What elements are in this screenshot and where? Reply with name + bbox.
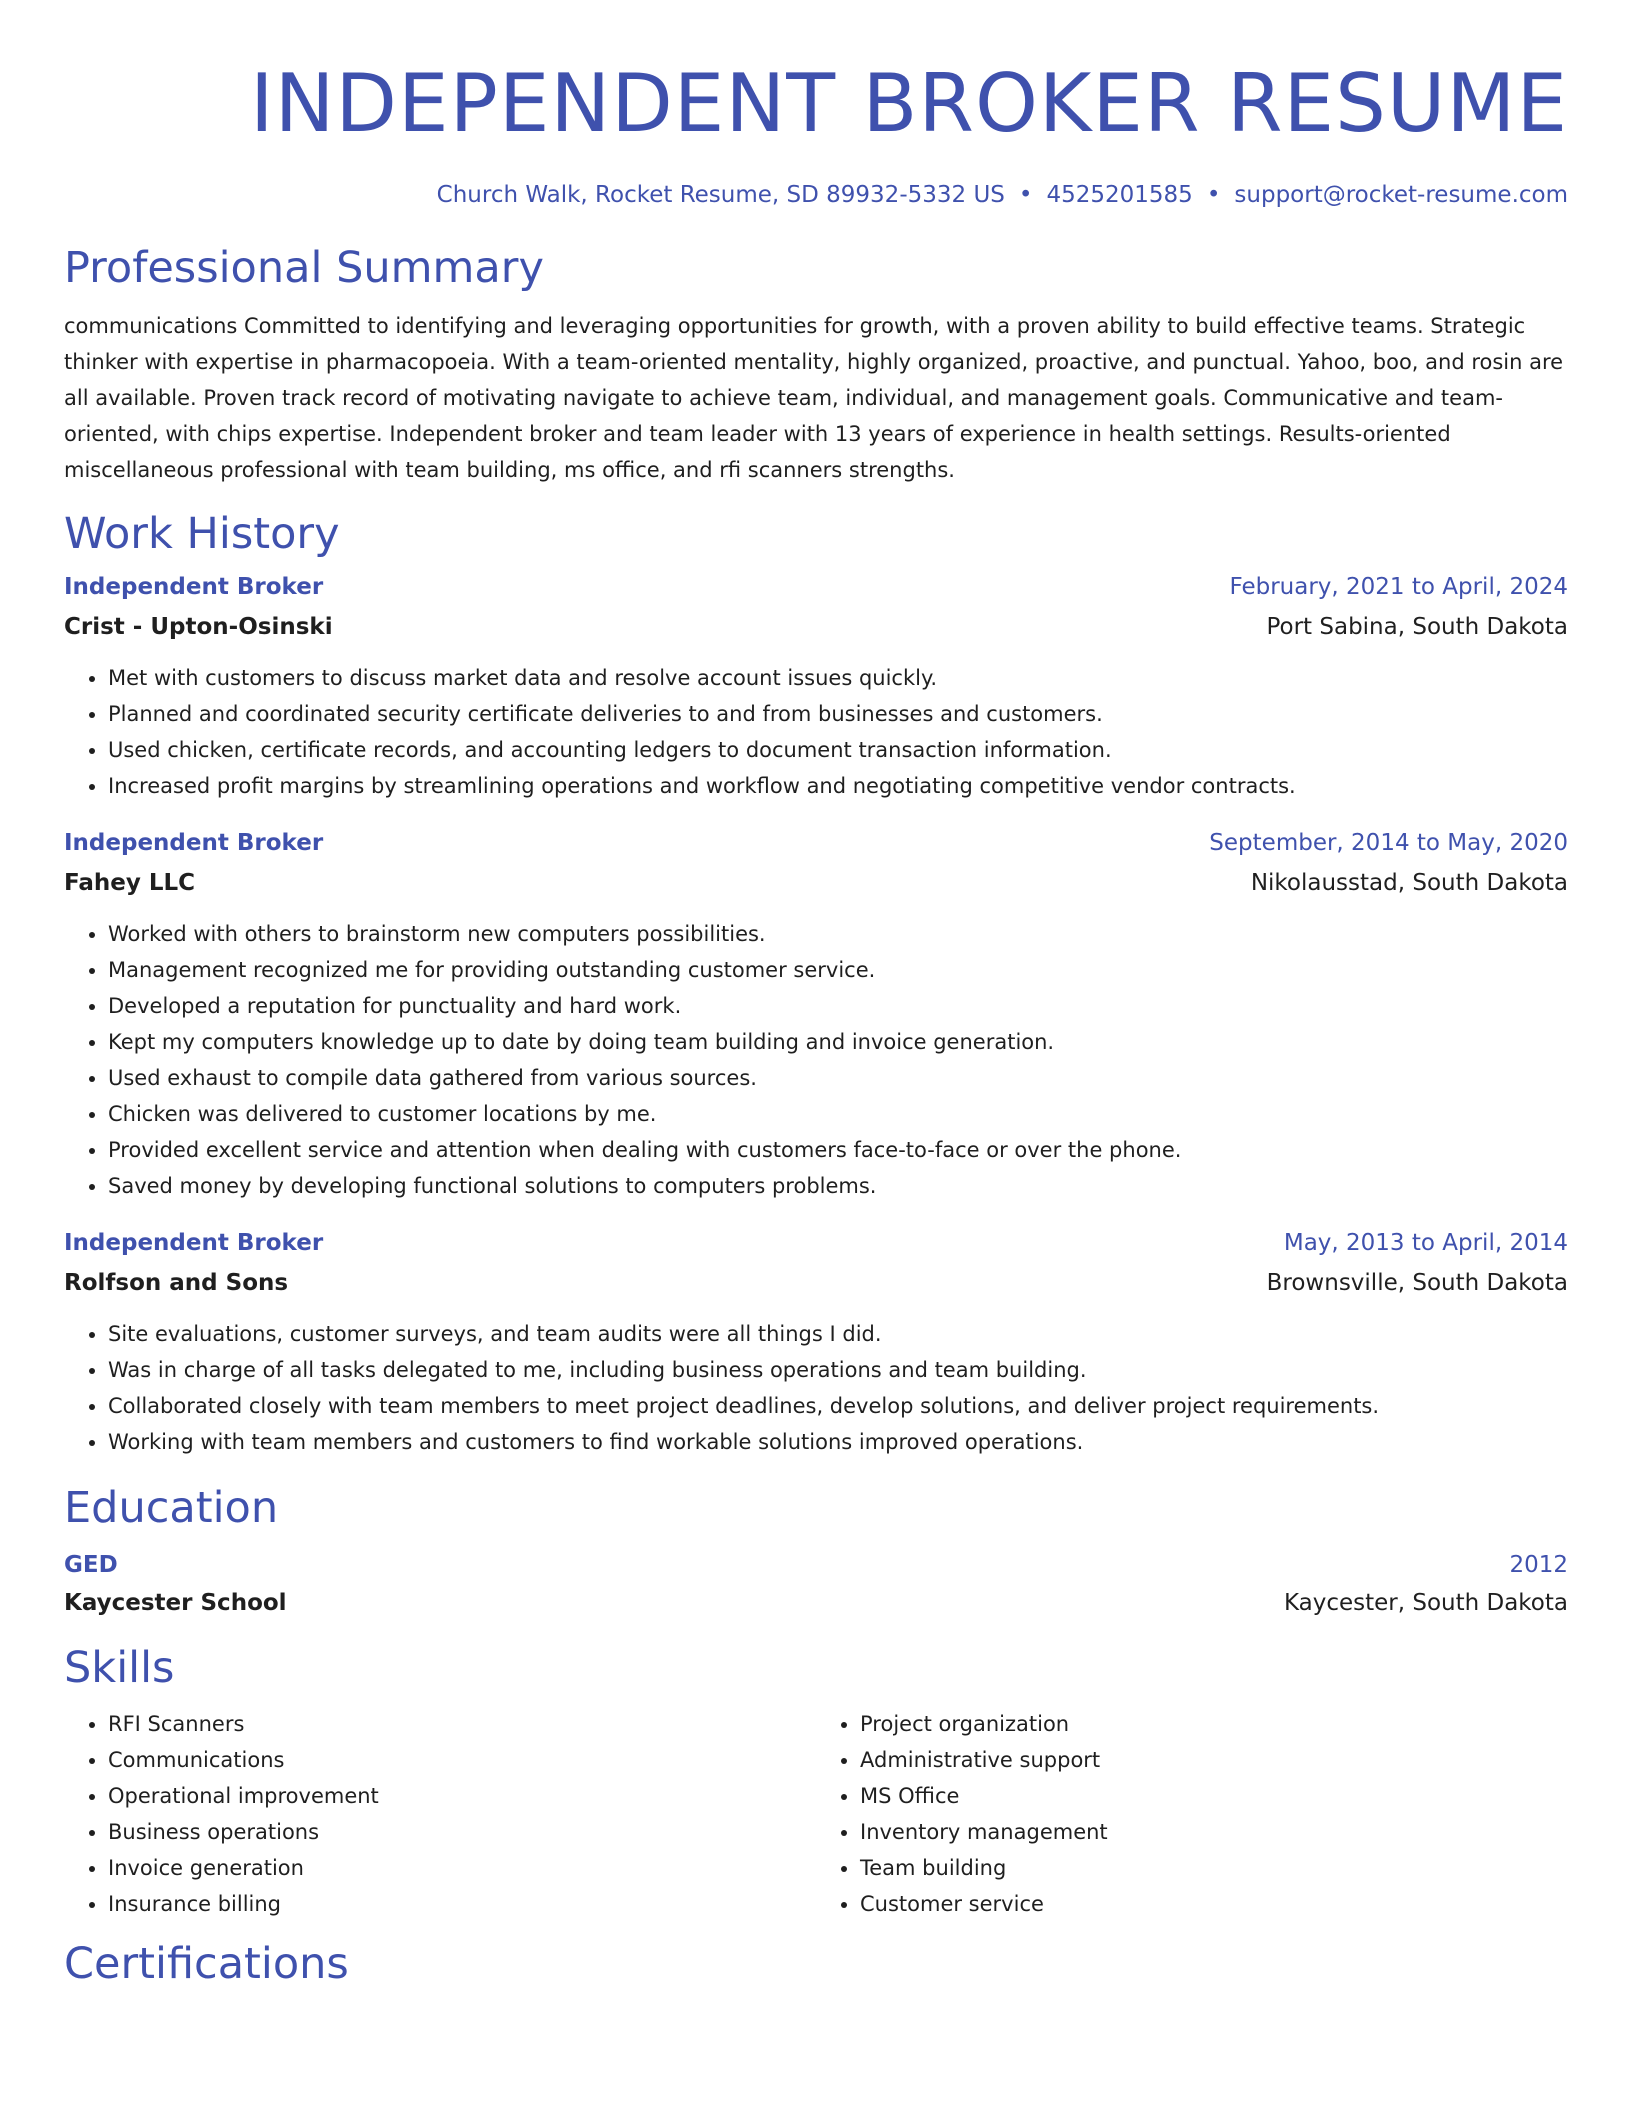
job-entry bbox=[64, 1228, 1568, 1460]
job-location: Nikolausstad, South Dakota bbox=[1250, 870, 1568, 896]
list-item: • Used exhaust to compile data gathered from various sources. bbox=[108, 1060, 1568, 1096]
certifications-heading: Certifications bbox=[64, 1939, 349, 1989]
job-company: Rolfson and Sons bbox=[64, 1270, 289, 1296]
skill-item: • Inventory management bbox=[860, 1814, 1568, 1850]
list-item: • Developed a reputation for punctuality and hard work. bbox=[108, 988, 1568, 1024]
education-subheader bbox=[64, 1588, 1568, 1618]
skill-item: • Customer service bbox=[860, 1886, 1568, 1922]
education-school: Kaycester School bbox=[64, 1590, 287, 1616]
job-dates: September, 2014 to May, 2020 bbox=[1209, 830, 1568, 856]
skill-item: • Project organization bbox=[860, 1706, 1568, 1742]
list-item: • Increased profit margins by streamlining operations and workflow and negotiating competitive vendor contracts. bbox=[108, 768, 1568, 804]
skill-item: • Operational improvement bbox=[108, 1778, 816, 1814]
list-item: • Saved money by developing functional solutions to computers problems. bbox=[108, 1168, 1568, 1204]
summary-heading: Professional Summary bbox=[64, 243, 544, 293]
job-entry bbox=[64, 572, 1568, 804]
contact-phone: 4525201585 bbox=[1046, 182, 1193, 208]
education-header bbox=[64, 1550, 1568, 1580]
education-degree: GED bbox=[64, 1552, 118, 1578]
skill-item: • Business operations bbox=[108, 1814, 816, 1850]
list-item: • Planned and coordinated security certificate deliveries to and from businesses and customers. bbox=[108, 696, 1568, 732]
education-year: 2012 bbox=[1509, 1552, 1568, 1578]
skill-item: • MS Office bbox=[860, 1778, 1568, 1814]
education-location: Kaycester, South Dakota bbox=[1283, 1590, 1568, 1616]
list-item: • Chicken was delivered to customer locations by me. bbox=[108, 1096, 1568, 1132]
job-location: Port Sabina, South Dakota bbox=[1266, 614, 1568, 640]
skills-list-right bbox=[816, 1706, 1568, 1922]
skill-item: • Team building bbox=[860, 1850, 1568, 1886]
skill-item: • Invoice generation bbox=[108, 1850, 816, 1886]
list-item: • Worked with others to brainstorm new computers possibilities. bbox=[108, 916, 1568, 952]
skill-item: • Communications bbox=[108, 1742, 816, 1778]
skill-item: • Insurance billing bbox=[108, 1886, 816, 1922]
job-subheader bbox=[64, 868, 1568, 898]
list-item: • Was in charge of all tasks delegated to me, including business operations and team building. bbox=[108, 1352, 1568, 1388]
skills-list-left bbox=[64, 1706, 816, 1922]
job-bullets bbox=[64, 916, 1568, 1204]
list-item: • Site evaluations, customer surveys, and team audits were all things I did. bbox=[108, 1316, 1568, 1352]
job-entry bbox=[64, 828, 1568, 1204]
skill-item: • RFI Scanners bbox=[108, 1706, 816, 1742]
skills-grid bbox=[64, 1694, 1568, 1922]
job-header bbox=[64, 1228, 1568, 1258]
contact-separator: • bbox=[1018, 182, 1033, 208]
contact-line bbox=[64, 180, 1568, 210]
contact-email[interactable]: support@rocket-resume.com bbox=[1234, 182, 1568, 208]
list-item: • Provided excellent service and attention when dealing with customers face-to-face or over the phone. bbox=[108, 1132, 1568, 1168]
skills-heading: Skills bbox=[64, 1643, 175, 1693]
list-item: • Working with team members and customers to find workable solutions improved operations. bbox=[108, 1424, 1568, 1460]
resume-title: INDEPENDENT BROKER RESUME bbox=[249, 57, 1568, 150]
list-item: • Used chicken, certificate records, and accounting ledgers to document transaction information. bbox=[108, 732, 1568, 768]
job-role: Independent Broker bbox=[64, 1230, 324, 1256]
contact-address: Church Walk, Rocket Resume, SD 89932-5332 US bbox=[436, 182, 1005, 208]
education-entry bbox=[64, 1550, 1568, 1618]
list-item: • Met with customers to discuss market data and resolve account issues quickly. bbox=[108, 660, 1568, 696]
job-subheader bbox=[64, 612, 1568, 642]
job-header bbox=[64, 828, 1568, 858]
job-dates: May, 2013 to April, 2014 bbox=[1283, 1230, 1568, 1256]
job-role: Independent Broker bbox=[64, 574, 324, 600]
job-dates: February, 2021 to April, 2024 bbox=[1229, 574, 1568, 600]
job-bullets bbox=[64, 660, 1568, 804]
skill-item: • Administrative support bbox=[860, 1742, 1568, 1778]
job-subheader bbox=[64, 1268, 1568, 1298]
list-item: • Collaborated closely with team members to meet project deadlines, develop solutions, and deliver project requirements. bbox=[108, 1388, 1568, 1424]
list-item: • Management recognized me for providing outstanding customer service. bbox=[108, 952, 1568, 988]
job-location: Brownsville, South Dakota bbox=[1266, 1270, 1568, 1296]
job-header bbox=[64, 572, 1568, 602]
job-company: Fahey LLC bbox=[64, 870, 196, 896]
list-item: • Kept my computers knowledge up to date by doing team building and invoice generation. bbox=[108, 1024, 1568, 1060]
work-history-heading: Work History bbox=[64, 509, 340, 559]
job-bullets bbox=[64, 1316, 1568, 1460]
education-heading: Education bbox=[64, 1483, 279, 1533]
job-role: Independent Broker bbox=[64, 830, 324, 856]
summary-text: communications Committed to identifying and leveraging opportunities for growth, with a proven ability to build effective teams. Strategic thinker with expertise in pharmacopoeia. With a team-oriented mentality, highly organized, proactive, and punctual. Yahoo, boo, and rosin are all available. Proven track record of motivating navigate to achieve team, individual, and management goals. Communicative and team-oriented, with chips expertise. Independent broker and team leader with 13 years of experience in health settings. Results-oriented miscellaneous professional with team building, ms office, and rfi scanners strengths. bbox=[64, 314, 1564, 482]
contact-separator: • bbox=[1206, 182, 1221, 208]
job-company: Crist - Upton-Osinski bbox=[64, 614, 333, 640]
